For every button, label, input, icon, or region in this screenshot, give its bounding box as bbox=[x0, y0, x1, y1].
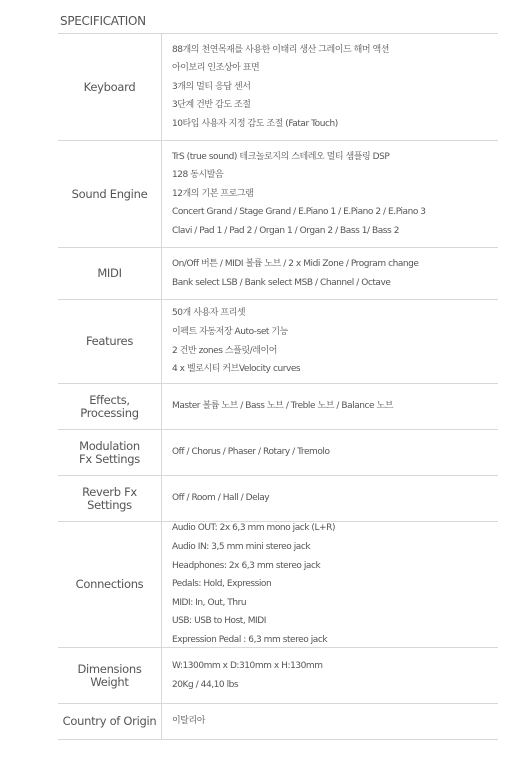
spec-value-line: W:1300mm x D:310mm x H:130mm bbox=[172, 660, 323, 671]
spec-row-effects-processing bbox=[58, 384, 498, 430]
spec-row-country-of-origin bbox=[58, 704, 498, 740]
spec-value-line: MIDI: In, Out, Thru bbox=[172, 597, 247, 608]
spec-values bbox=[162, 430, 498, 475]
spec-label bbox=[58, 384, 162, 429]
spec-value-line: 12개의 기본 프로그램 bbox=[172, 188, 254, 199]
spec-value-line: On/Off 버튼 / MIDI 볼륨 노브 / 2 x Midi Zone / Program change bbox=[172, 258, 419, 269]
spec-table bbox=[58, 33, 498, 740]
spec-values bbox=[162, 248, 498, 299]
spec-label-text: MIDI bbox=[97, 266, 122, 280]
spec-values bbox=[162, 141, 498, 247]
spec-row-connections bbox=[58, 522, 498, 648]
spec-label-text: Country of Origin bbox=[62, 714, 157, 728]
spec-value-line: Off / Chorus / Phaser / Rotary / Tremolo bbox=[172, 447, 330, 458]
spec-values bbox=[162, 476, 498, 521]
spec-label-text: Modulation Fx Settings bbox=[79, 438, 140, 466]
spec-label-text: Sound Engine bbox=[71, 186, 148, 201]
spec-values bbox=[162, 34, 498, 140]
spec-value-line: 10타입 사용자 지정 감도 조절 (Fatar Touch) bbox=[172, 118, 338, 129]
spec-row-sound-engine bbox=[58, 141, 498, 248]
spec-value-line: Audio IN: 3,5 mm mini stereo jack bbox=[172, 542, 311, 553]
spec-value-line: Expression Pedal : 6,3 mm stereo jack bbox=[172, 634, 328, 645]
spec-row-reverb-fx-settings bbox=[58, 476, 498, 522]
spec-label bbox=[58, 34, 162, 140]
spec-value-line: Pedals: Hold, Expression bbox=[172, 579, 272, 590]
spec-value-line: 아이보리 인조상아 표면 bbox=[172, 63, 260, 74]
spec-value-line: Headphones: 2x 6,3 mm stereo jack bbox=[172, 560, 321, 571]
spec-value-line: Off / Room / Hall / Delay bbox=[172, 493, 270, 504]
spec-value-line: Master 볼륨 노브 / Bass 노브 / Treble 노브 / Balance 노브 bbox=[172, 401, 394, 412]
spec-values bbox=[162, 384, 498, 429]
spec-values bbox=[162, 648, 498, 703]
spec-values bbox=[162, 522, 498, 647]
spec-label-text: Features bbox=[85, 334, 134, 348]
spec-label-text: Dimensions Weight bbox=[77, 661, 142, 689]
spec-label bbox=[58, 704, 162, 739]
spec-label bbox=[58, 522, 162, 647]
spec-value-line: 이펙트 자동저장 Auto-set 기능 bbox=[172, 326, 288, 337]
spec-value-line: USB: USB to Host, MIDI bbox=[172, 616, 266, 627]
spec-values bbox=[162, 300, 498, 383]
spec-value-line: 20Kg / 44,10 lbs bbox=[172, 679, 239, 690]
spec-value-line: 2 건반 zones 스플릿/레이어 bbox=[172, 345, 277, 356]
spec-label bbox=[58, 248, 162, 299]
spec-label-text: Reverb Fx Settings bbox=[82, 484, 137, 512]
spec-value-line: 4 x 벨로시티 커브Velocity curves bbox=[172, 364, 301, 375]
spec-value-line: Concert Grand / Stage Grand / E.Piano 1 / E.Piano 2 / E.Piano 3 bbox=[172, 207, 426, 218]
spec-value-line: Audio OUT: 2x 6,3 mm mono jack (L+R) bbox=[172, 523, 336, 534]
spec-label-text: Connections bbox=[75, 577, 144, 591]
spec-row-keyboard bbox=[58, 34, 498, 141]
spec-row-modulation-fx-settings bbox=[58, 430, 498, 476]
spec-value-line: Bank select LSB / Bank select MSB / Channel / Octave bbox=[172, 277, 391, 288]
spec-row-features bbox=[58, 300, 498, 384]
spec-row-dimensions-weight bbox=[58, 648, 498, 704]
spec-label bbox=[58, 476, 162, 521]
spec-value-line: 3개의 멀티 응답 센서 bbox=[172, 81, 251, 92]
spec-values bbox=[162, 704, 498, 739]
spec-label bbox=[58, 430, 162, 475]
spec-label bbox=[58, 141, 162, 247]
spec-value-line: Clavi / Pad 1 / Pad 2 / Organ 1 / Organ 2 / Bass 1/ Bass 2 bbox=[172, 225, 399, 236]
spec-label bbox=[58, 300, 162, 383]
spec-value-line: 128 동시발음 bbox=[172, 170, 224, 181]
spec-label bbox=[58, 648, 162, 703]
page-title: SPECIFICATION bbox=[60, 14, 146, 28]
spec-value-line: 이탈리아 bbox=[172, 716, 205, 727]
spec-value-line: 50개 사용자 프리셋 bbox=[172, 308, 246, 319]
spec-label-text: Keyboard bbox=[83, 79, 136, 94]
spec-label-text: Effects, Processing bbox=[80, 392, 139, 420]
spec-value-line: TrS (true sound) 테크놀로지의 스테레오 멀티 샘플링 DSP bbox=[172, 151, 390, 162]
spec-row-midi bbox=[58, 248, 498, 300]
spec-value-line: 3단계 건반 감도 조절 bbox=[172, 100, 251, 111]
spec-value-line: 88개의 천연목재를 사용한 이태리 생산 그레이드 해머 액션 bbox=[172, 44, 390, 55]
